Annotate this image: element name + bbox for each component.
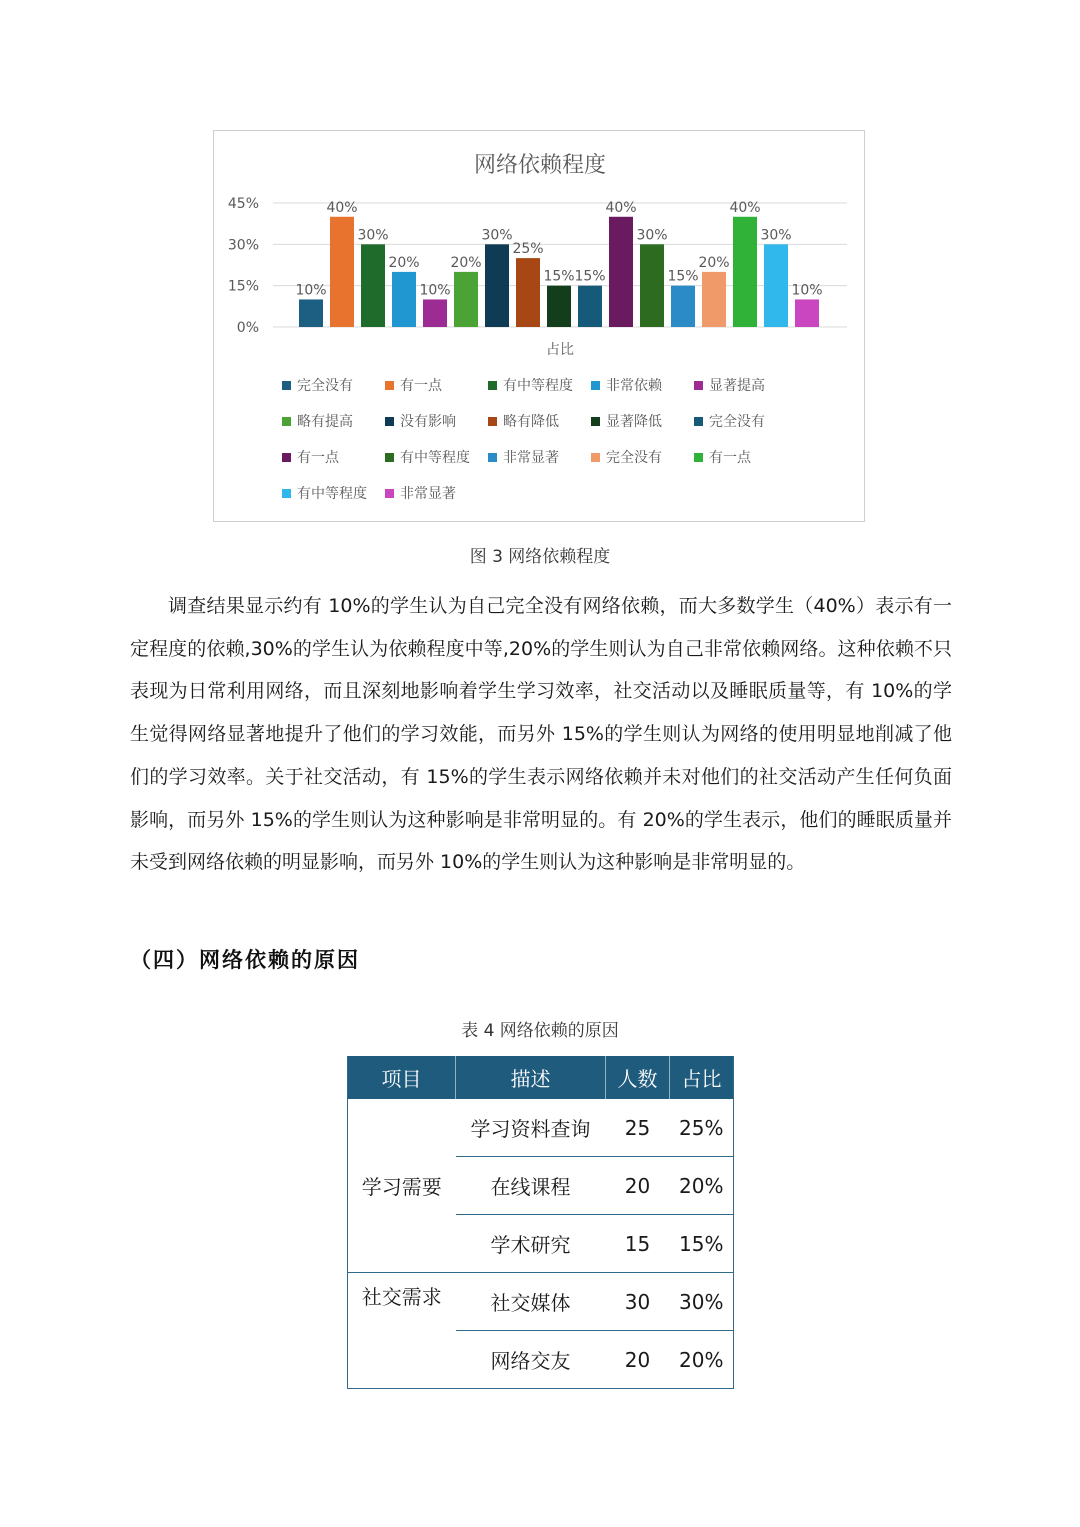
- legend-swatch: [488, 417, 497, 426]
- data-label: 15%: [543, 268, 575, 285]
- count-cell: 20: [606, 1331, 670, 1389]
- legend-item: [385, 475, 488, 511]
- figure-caption: 图 3 网络依赖程度: [469, 547, 611, 567]
- legend-swatch: [282, 417, 291, 426]
- chart-bar: [671, 286, 695, 327]
- legend-label: 非常显著: [400, 486, 456, 502]
- table-row: [348, 1099, 734, 1157]
- legend-swatch: [385, 417, 394, 426]
- legend-label: 有中等程度: [400, 450, 470, 466]
- chart-bar: [516, 258, 540, 327]
- legend-swatch: [385, 489, 394, 498]
- legend-item: [282, 403, 385, 439]
- legend-label: 有中等程度: [503, 378, 573, 394]
- legend-item: [385, 367, 488, 403]
- legend-swatch: [694, 381, 703, 390]
- data-label: 15%: [667, 268, 699, 285]
- table-header-row: [348, 1056, 734, 1099]
- legend-swatch: [591, 417, 600, 426]
- data-label: 20%: [698, 254, 730, 271]
- desc-cell: 在线课程: [456, 1157, 606, 1215]
- chart-bar: [330, 217, 354, 327]
- pct-cell: 20%: [670, 1331, 734, 1389]
- legend-label: 显著降低: [606, 414, 662, 430]
- data-label: 40%: [729, 199, 761, 216]
- header-count: 人数: [606, 1056, 670, 1099]
- count-cell: 30: [606, 1273, 670, 1331]
- desc-cell: 社交媒体: [456, 1273, 606, 1331]
- desc-cell: 学术研究: [456, 1215, 606, 1273]
- pct-cell: 20%: [670, 1157, 734, 1215]
- count-cell: 15: [606, 1215, 670, 1273]
- chart-bar: [485, 244, 509, 327]
- chart-bar: [702, 272, 726, 327]
- legend-swatch: [591, 381, 600, 390]
- count-cell: 25: [624, 1115, 651, 1140]
- chart-container: [213, 130, 865, 522]
- data-label: 25%: [512, 241, 544, 258]
- legend-item: [385, 403, 488, 439]
- legend-label: 没有影响: [400, 414, 456, 430]
- legend-label: 有一点: [709, 450, 751, 466]
- legend-item: [488, 439, 591, 475]
- chart-bar: [299, 299, 323, 327]
- table-row: [348, 1273, 734, 1331]
- data-label: 30%: [760, 227, 792, 244]
- x-axis-label: 占比: [546, 342, 574, 358]
- chart-title: 网络依赖程度: [473, 153, 607, 178]
- chart-bar: [764, 244, 788, 327]
- legend-label: 有中等程度: [297, 486, 367, 502]
- pct-cell: 15%: [670, 1215, 734, 1273]
- legend-swatch: [488, 453, 497, 462]
- header-desc: 描述: [456, 1056, 606, 1099]
- legend-item: [488, 367, 591, 403]
- legend-item: [488, 403, 591, 439]
- pct-cell: 25%: [679, 1115, 724, 1140]
- legend-swatch: [282, 453, 291, 462]
- chart-bar: [733, 217, 757, 327]
- data-label: 20%: [450, 254, 482, 271]
- group-cell: 社交需求: [348, 1273, 456, 1389]
- group-cell: 学习需要: [361, 1175, 442, 1199]
- chart-bar: [423, 299, 447, 327]
- data-label: 20%: [388, 254, 420, 271]
- legend-swatch: [591, 453, 600, 462]
- count-cell: 20: [606, 1157, 670, 1215]
- legend-item: [282, 475, 385, 511]
- chart-bar: [361, 244, 385, 327]
- legend-item: [694, 439, 797, 475]
- header-item: 项目: [348, 1056, 456, 1099]
- desc-cell: 学习资料查询: [470, 1117, 591, 1141]
- data-label: 30%: [357, 227, 389, 244]
- y-tick-label: 30%: [227, 237, 259, 254]
- legend-item: [591, 367, 694, 403]
- legend-swatch: [488, 381, 497, 390]
- legend-item: [694, 367, 797, 403]
- header-pct: 占比: [670, 1056, 734, 1099]
- legend-label: 有一点: [297, 450, 339, 466]
- y-tick-label: 15%: [227, 278, 259, 295]
- legend-item: [385, 439, 488, 475]
- data-label: 30%: [481, 227, 513, 244]
- chart-bar: [640, 244, 664, 327]
- data-label: 10%: [295, 282, 327, 299]
- bar-chart: [214, 131, 866, 367]
- legend-swatch: [282, 381, 291, 390]
- legend-item: [591, 439, 694, 475]
- legend-item: [694, 403, 797, 439]
- chart-bar: [578, 286, 602, 327]
- pct-cell: 30%: [670, 1273, 734, 1331]
- legend-label: 完全没有: [606, 450, 662, 466]
- chart-bar: [795, 299, 819, 327]
- legend-swatch: [385, 453, 394, 462]
- legend-item: [282, 367, 385, 403]
- chart-bar: [454, 272, 478, 327]
- legend-label: 非常显著: [503, 450, 559, 466]
- body-paragraph: 调查结果显示约有 10%的学生认为自己完全没有网络依赖，而大多数学生（40%）表示有一定程度的依赖,30%的学生认为依赖程度中等,20%的学生则认为自己非常依赖网络。这种依赖不只表现为日常利用网络，而且深刻地影响着学生学习效率，社交活动以及睡眠质量等，有 10%的学生觉得网络显著地提升了他们的学习效能，而另外 15%的学生则认为网络的使用明显地削减了他们的学习效率。关于社交活动，有 15%的学生表示网络依赖并未对他们的社交活动产生任何负面影响，而另外 15%的学生则认为这种影响是非常明显的。有 20%的学生表示，他们的睡眠质量并未受到网络依赖的明显影响，而另外 10%的学生则认为这种影响是非常明显的。: [130, 595, 952, 874]
- legend-label: 完全没有: [297, 378, 353, 394]
- chart-bar: [609, 217, 633, 327]
- section-heading: （四）网络依赖的原因: [130, 947, 360, 972]
- data-label: 10%: [419, 282, 451, 299]
- legend-swatch: [694, 417, 703, 426]
- chart-bar: [392, 272, 416, 327]
- legend-label: 略有降低: [503, 414, 559, 430]
- data-label: 40%: [605, 199, 637, 216]
- legend-item: [591, 403, 694, 439]
- chart-bar: [547, 286, 571, 327]
- legend-label: 非常依赖: [606, 378, 662, 394]
- legend-swatch: [694, 453, 703, 462]
- data-label: 40%: [326, 199, 358, 216]
- legend-swatch: [385, 381, 394, 390]
- data-label: 15%: [574, 268, 606, 285]
- legend-label: 完全没有: [709, 414, 765, 430]
- y-tick-label: 45%: [227, 196, 259, 212]
- table-caption: 表 4 网络依赖的原因: [461, 1021, 619, 1041]
- legend-label: 略有提高: [297, 414, 353, 430]
- desc-cell: 网络交友: [456, 1331, 606, 1389]
- y-tick-label: 0%: [236, 320, 259, 336]
- legend-item: [282, 439, 385, 475]
- reasons-table: [347, 1056, 734, 1389]
- legend-label: 有一点: [400, 378, 442, 394]
- chart-legend: [282, 367, 822, 511]
- legend-label: 显著提高: [709, 378, 765, 394]
- legend-swatch: [282, 489, 291, 498]
- data-label: 30%: [636, 227, 668, 244]
- data-label: 10%: [791, 282, 823, 299]
